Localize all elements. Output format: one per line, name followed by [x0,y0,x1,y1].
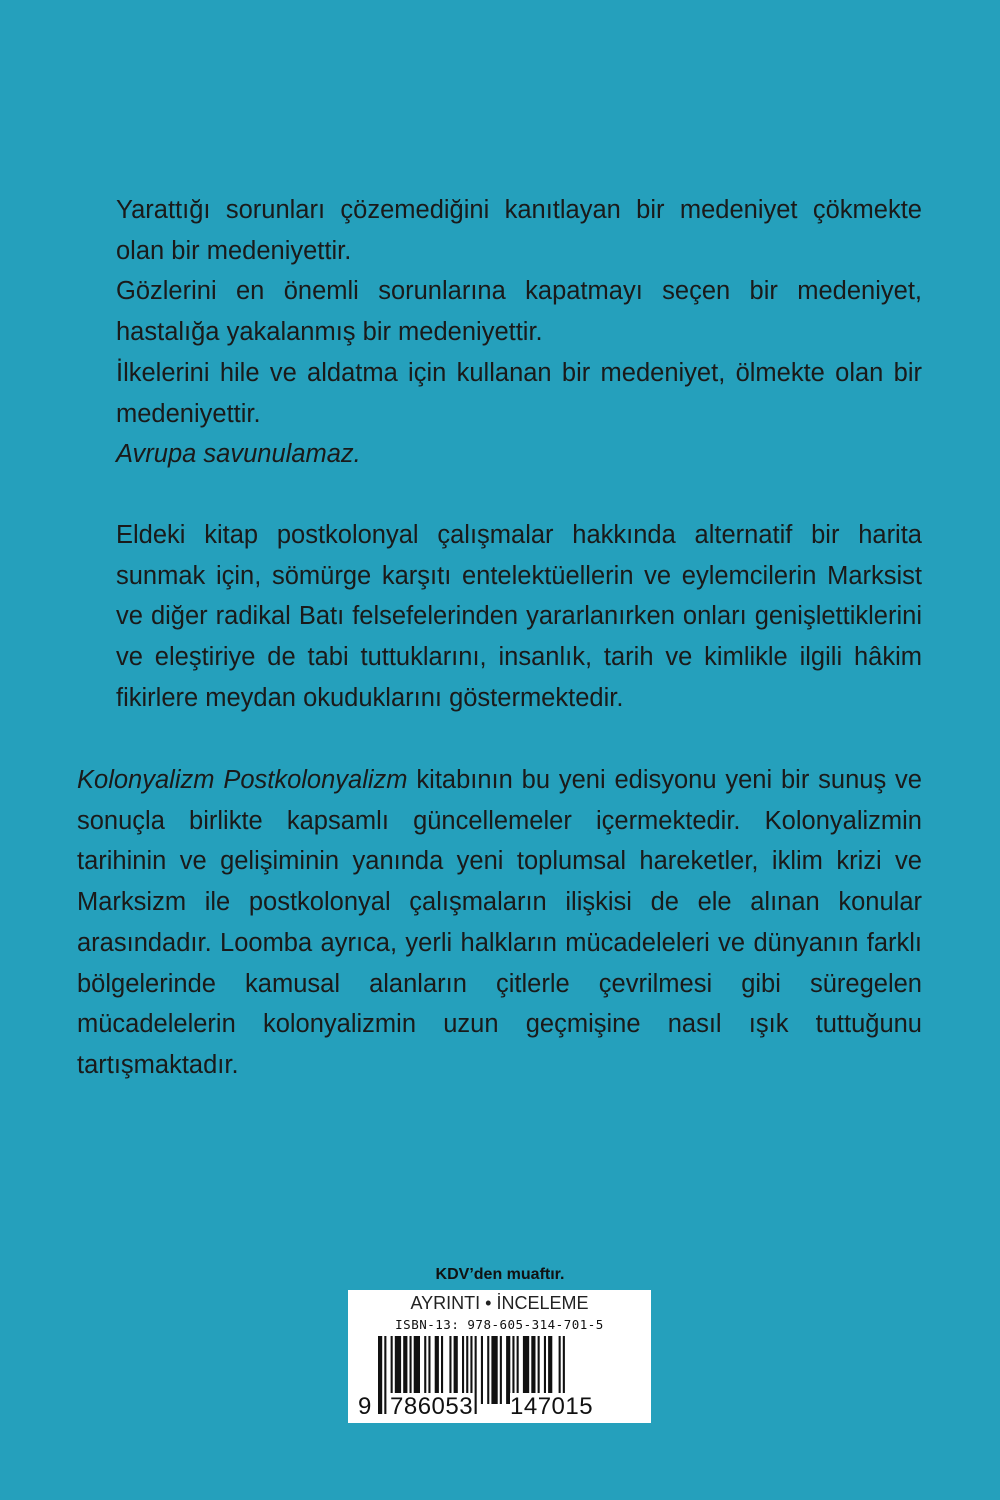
quote-line-4: Avrupa savunulamaz. [116,440,361,469]
book-description [116,515,922,719]
barcode-label [348,1290,651,1423]
edition-paragraph-text: kitabının bu yeni edisyonu yeni bir sunuş ve sonuçla birlikte kapsamlı güncellemeler içermektedir. Kolonyalizmin tarihinin ve gelişiminin yanında yeni toplumsal hareketler, iklim krizi ve Marksizm ile postkolonyal çalışmaların ilişkisi de ele alınan konular arasındadır. Loomba ayrıca, yerli halkların mücadeleleri ve dünyanın farklı bölgelerinde kamusal alanların çitlerle çevrilmesi gibi süregelen mücadelelerin kolonyalizmin uzun geçmişine nasıl ışık tuttuğunu tartışmaktadır. [77,766,922,1079]
quote-line-2: Gözlerini en önemli sorunlarına kapatmayı seçen bir medeniyet, hastalığa yakalanmış bir medeniyettir. [116,277,922,347]
barcode-digits-right: 147015 [510,1393,594,1420]
edition-paragraph [77,760,922,1086]
book-title: Kolonyalizm Postkolonyalizm [77,766,408,794]
publisher-series: AYRINTI • İNCELEME [410,1293,589,1313]
isbn-label: ISBN-13: 978-605-314-701-5 [395,1317,604,1332]
vat-exempt-note: KDV’den muaftır. [435,1266,565,1283]
edition-note [77,760,922,1086]
quote-line-1: Yarattığı sorunları çözemediğini kanıtlayan bir medeniyet çökmekte olan bir medeniyettir. [116,196,922,265]
barcode-digit-first: 9 [358,1393,372,1420]
barcode-digits-left: 786053 [390,1393,474,1420]
barcode-digits [348,1393,651,1423]
epigraph-quote [116,190,922,475]
description-paragraph: Eldeki kitap postkolonyal çalışmalar hakkında alternatif bir harita sunmak için, sömürge karşıtı entelektüellerin ve eylemcilerin Marksist ve diğer radikal Batı felsefelerinden yararlanırken onları genişlettiklerini ve eleştiriye de tabi tuttuklarını, insanlık, tarih ve kimlikle ilgili hâkim fikirlere meydan okuduklarını göstermektedir. [116,521,922,712]
quote-line-3: İlkelerini hile ve aldatma için kullanan bir medeniyet, ölmekte olan bir medeniyettir. [116,358,922,428]
